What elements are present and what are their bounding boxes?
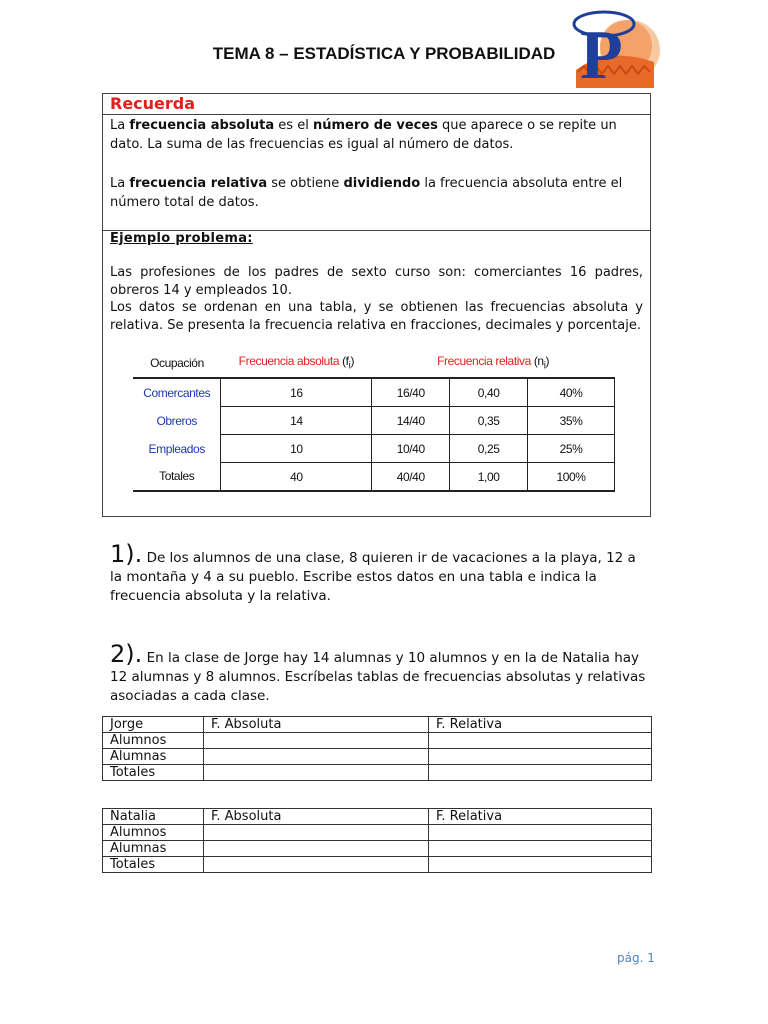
recuerda-box	[102, 93, 651, 517]
row-label: Obreros	[133, 407, 221, 435]
absolute-frequency-definition: La frecuencia absoluta es el número de veces que aparece o se repite un dato. La suma de las frecuencias es igual al número de datos.	[110, 118, 617, 152]
table-header-row	[103, 809, 652, 825]
question-1-number: 1).	[110, 540, 143, 568]
header-ocupacion: Ocupación	[150, 355, 204, 370]
table-row	[103, 857, 652, 873]
empty-cell[interactable]	[429, 733, 652, 749]
table-row	[133, 435, 615, 463]
question-1-text: De los alumnos de una clase, 8 quieren ir de vacaciones a la playa, 12 a la montaña y 4 a su pueblo. Escribe estos datos en una tabla e indica la frecuencia absoluta y la relativa.	[110, 550, 636, 604]
recuerda-heading: Recuerda	[110, 94, 196, 113]
table-row	[103, 749, 652, 765]
frequency-table	[133, 348, 615, 492]
header-class: Natalia	[103, 809, 204, 825]
term-absolute-frequency: frecuencia absoluta	[129, 118, 275, 133]
empty-cell[interactable]	[204, 857, 429, 873]
empty-cell[interactable]	[429, 841, 652, 857]
term-relative-frequency: frecuencia relativa	[129, 176, 268, 191]
cell-decimal: 1,00	[450, 463, 528, 492]
row-label: Alumnos	[103, 733, 204, 749]
table-row	[103, 825, 652, 841]
cell-absolute: 16	[221, 378, 372, 407]
table-row	[133, 407, 615, 435]
row-label: Totales	[103, 765, 204, 781]
example-heading: Ejemplo problema:	[110, 231, 253, 246]
cell-fraction: 10/40	[372, 435, 450, 463]
term-number-of-times: número de veces	[312, 118, 438, 133]
recuerda-header-row	[103, 94, 650, 115]
example-paragraph-1: Las profesiones de los padres de sexto curso son: comerciantes 16 padres, obreros 14 y empleados 10.	[110, 265, 643, 298]
definitions-row	[103, 114, 650, 231]
row-label: Comercantes	[133, 378, 221, 407]
question-2-number: 2).	[110, 640, 143, 668]
empty-cell[interactable]	[429, 825, 652, 841]
example-problem-text	[110, 264, 643, 334]
cell-percent: 25%	[528, 435, 615, 463]
jorge-table	[102, 716, 652, 781]
cell-absolute: 14	[221, 407, 372, 435]
table-row	[133, 378, 615, 407]
header-class: Jorge	[103, 717, 204, 733]
example-paragraph-2: Los datos se ordenan en una tabla, y se obtienen las frecuencias absoluta y relativa. Se presenta la frecuencia relativa en fracciones, decimales y porcentaje.	[110, 300, 643, 333]
row-label: Alumnos	[103, 825, 204, 841]
table-row	[103, 733, 652, 749]
header-relative-frequency: Frecuencia relativa $(n_i)$	[437, 353, 550, 372]
row-label: Totales	[103, 857, 204, 873]
row-label: Totales	[133, 463, 221, 492]
header-f-relativa: F. Relativa	[429, 717, 652, 733]
empty-cell[interactable]	[429, 749, 652, 765]
row-label: Empleados	[133, 435, 221, 463]
table-row	[103, 841, 652, 857]
relative-frequency-definition: La frecuencia relativa se obtiene dividiendo la frecuencia absoluta entre el número total de datos.	[110, 176, 623, 210]
empty-cell[interactable]	[204, 733, 429, 749]
cell-fraction: 16/40	[372, 378, 450, 407]
row-label: Alumnas	[103, 749, 204, 765]
cell-decimal: 0,25	[450, 435, 528, 463]
empty-cell[interactable]	[204, 841, 429, 857]
table-row	[103, 765, 652, 781]
cell-decimal: 0,40	[450, 378, 528, 407]
cell-absolute: 10	[221, 435, 372, 463]
header-f-absoluta: F. Absoluta	[204, 717, 429, 733]
empty-cell[interactable]	[429, 857, 652, 873]
empty-cell[interactable]	[204, 825, 429, 841]
table-row	[133, 463, 615, 492]
term-dividing: dividiendo	[343, 176, 421, 191]
cell-absolute: 40	[221, 463, 372, 492]
question-2-text: En la clase de Jorge hay 14 alumnas y 10 alumnos y en la de Natalia hay 12 alumnas y 8 alumnos. Escríbelas tablas de frecuencias absolutas y relativas asociadas a cada clase.	[110, 650, 646, 704]
empty-cell[interactable]	[204, 749, 429, 765]
logo-letter: P	[580, 17, 623, 92]
natalia-table	[102, 808, 652, 873]
cell-fraction: 40/40	[372, 463, 450, 492]
empty-cell[interactable]	[204, 765, 429, 781]
school-logo	[568, 6, 660, 92]
cell-percent: 35%	[528, 407, 615, 435]
page-number: pág. 1	[617, 951, 655, 965]
page-title: TEMA 8 – ESTADÍSTICA Y PROBABILIDAD	[212, 44, 556, 63]
empty-cell[interactable]	[429, 765, 652, 781]
cell-percent: 40%	[528, 378, 615, 407]
cell-percent: 100%	[528, 463, 615, 492]
question-1	[110, 540, 650, 606]
question-2	[110, 640, 650, 706]
header-f-absoluta: F. Absoluta	[204, 809, 429, 825]
row-label: Alumnas	[103, 841, 204, 857]
cell-decimal: 0,35	[450, 407, 528, 435]
header-absolute-frequency: Frecuencia absoluta $(f_i)$	[238, 353, 355, 372]
cell-fraction: 14/40	[372, 407, 450, 435]
table-header-row	[103, 717, 652, 733]
header-f-relativa: F. Relativa	[429, 809, 652, 825]
